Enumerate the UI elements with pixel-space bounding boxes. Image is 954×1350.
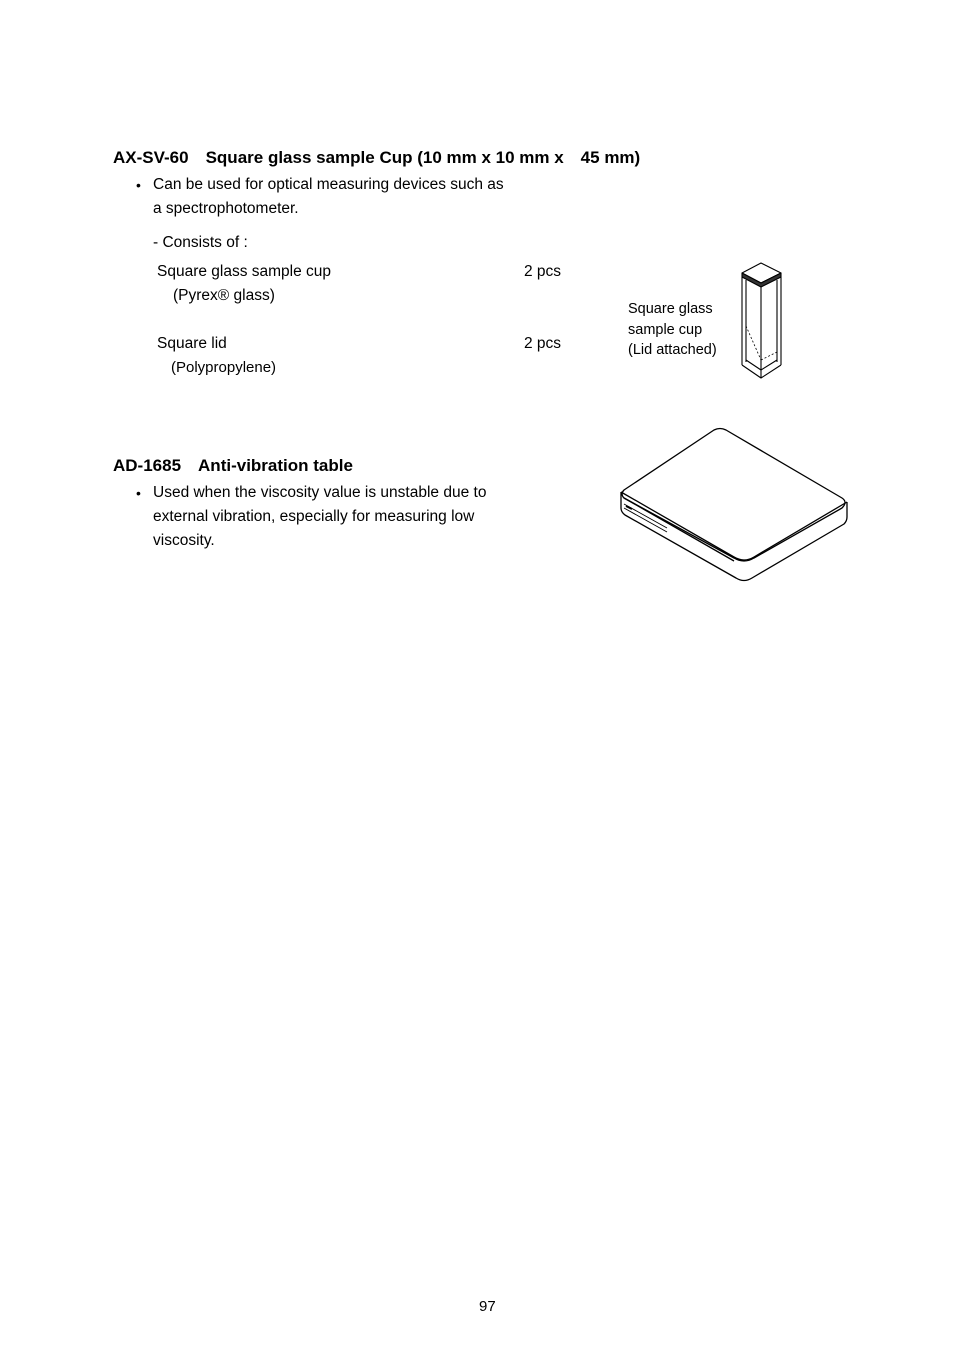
item-quantity: 2 pcs <box>524 263 562 280</box>
figure-caption-line: sample cup <box>628 321 703 338</box>
item-material: (Pyrex® glass) <box>173 287 275 304</box>
bullet: • <box>136 485 141 501</box>
section-heading-ad-1685: AD-1685 Anti-vibration table <box>113 456 353 475</box>
cuvette-illustration <box>732 256 788 386</box>
description-line: external vibration, especially for measuring low <box>153 508 475 525</box>
description-line: a spectrophotometer. <box>153 200 299 217</box>
section-heading-ax-sv-60: AX-SV-60 Square glass sample Cup (10 mm x 10 mm x 45 mm) <box>113 148 641 167</box>
item-name: Square glass sample cup <box>157 263 332 280</box>
description-line: Can be used for optical measuring devices such as <box>153 176 504 193</box>
item-name: Square lid <box>157 335 227 352</box>
consists-of-label: - Consists of : <box>153 234 248 251</box>
anti-vibration-table-illustration <box>612 420 856 592</box>
description-line: viscosity. <box>153 532 215 549</box>
figure-caption-line: Square glass <box>628 301 713 317</box>
bullet: • <box>136 177 141 193</box>
description-line: Used when the viscosity value is unstable due to <box>153 484 487 501</box>
figure-caption-line: (Lid attached) <box>628 342 717 358</box>
item-material: (Polypropylene) <box>171 359 277 376</box>
page-number: 97 <box>479 1298 496 1315</box>
item-quantity: 2 pcs <box>524 335 562 352</box>
